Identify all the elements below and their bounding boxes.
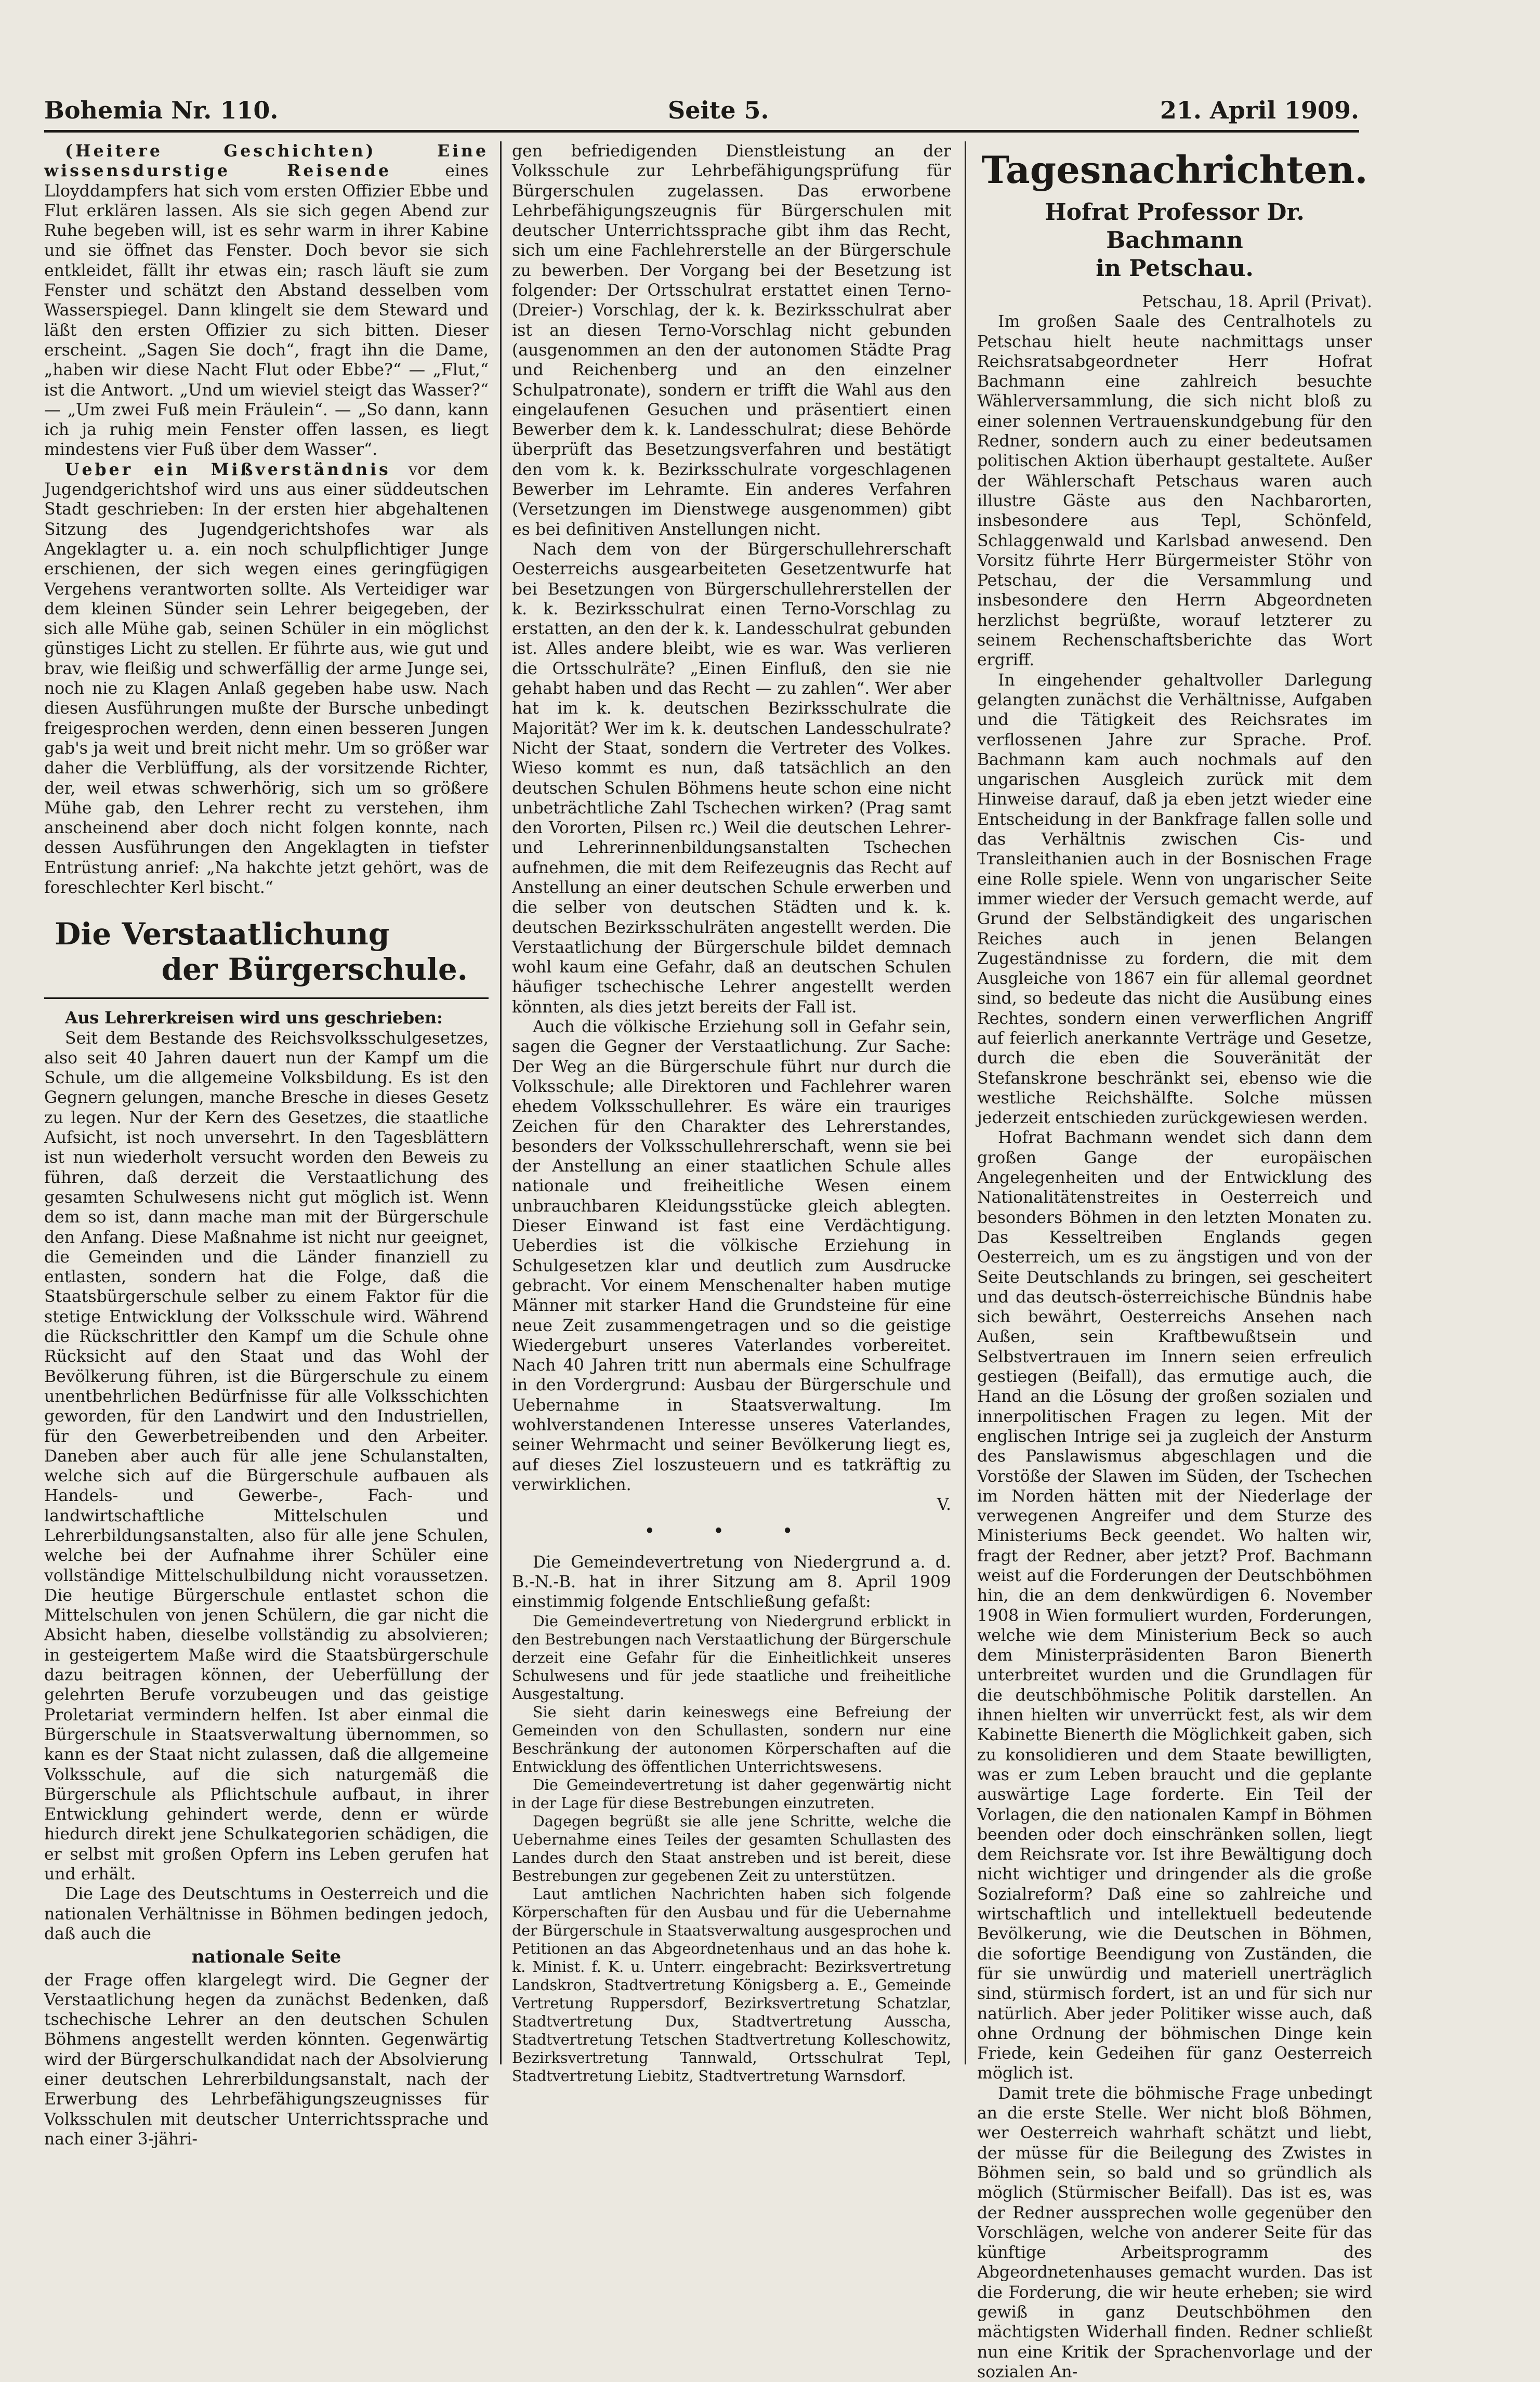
paragraph: gen befriedigenden Dienstleistung an der Volksschule zur Lehrbefähigungsprüfung für Bürgerschulen zugelassen. Das erworbene Lehrbefähigungszeugnis für Bürgerschulen mit deutscher Unterrichtssprache gibt ihm das Recht, sich um eine Fachlehrerstelle an der Bürgerschule zu bewerben. Der Vorgang bei der Besetzung ist folgender: Der Ortsschulrat erstattet einen Terno- (Dreier-) Vorschlag, der k. k. Bezirksschulrat aber ist an diesen Terno-Vorschlag nicht gebunden (ausgenommen an den der autonomen Städte Prag und Reichenberg und an den einzelner Schulpatronate), sondern er trifft die Wahl aus den eingelaufenen Gesuchen und präsentiert einen Bewerber dem k. k. Landesschulrat; diese Behörde überprüft das Besetzungsverfahren und bestätigt den vom k. k. Bezirksschulrate vorgeschlagenen Bewerber im Lehramte. Ein anderes Verfahren (Versetzungen im Dienstwege ausgenommen) gibt es bei definitiven Anstellungen nicht. [512,142,951,539]
author-signature: V. [937,1495,951,1515]
resolution-paragraph: Die Gemeindevertretung ist daher gegenwärtig nicht in der Lage für diese Bestrebungen einzutreten. [512,1776,951,1812]
paragraph: eines Lloyddampfers hat sich vom ersten Offizier Ebbe und Flut erklären lassen. Als sie sich gegen Abend zur Ruhe begeben will, ist es sehr warm in ihrer Kabine und sie öffnet das Fenster. Doch bevor sie sich entkleidet, fällt ihr etwas ein; rasch läuft sie zum Fenster und schätzt den Abstand desselben vom Wasserspiegel. Dann klingelt sie dem Steward und läßt den ersten Offizier zu sich bitten. Dieser erscheint. „Sagen Sie doch“, fragt ihn die Dame, „haben wir diese Nacht Flut oder Ebbe?“ — „Flut,“ ist die Antwort. „Und um wieviel steigt das Wasser?“ — „Um zwei Fuß mein Fräulein“. — „So dann, kann ich ja ruhig mein Fenster offen lassen, es liegt mindestens vier Fuß über dem Wasser“. [44,162,489,459]
article-headline [977,199,1372,283]
column-3 [977,141,1372,2381]
subheading: nationale Seite [191,1946,341,1968]
article-intro: Aus Lehrerkreisen wird uns geschrieben: [65,1008,443,1028]
column-rule [500,141,502,2064]
paragraph: Hofrat Bachmann wendet sich dann dem großen Gange der europäischen Angelegenheiten und der Entwicklung des Nationalitätenstreites in Oesterreich und besonders Böhmen in den letzten Monaten zu. Das Kesseltreiben Englands gegen Oesterreich, um es zu ängstigen und von der Seite Deutschlands zu bringen, sei gescheitert und das deutsch-österreichische Bündnis habe sich bewährt, Oesterreichs Ansehen nach Außen, sein Kraftbewußtsein und Selbstvertrauen im Innern seien erfreulich gestiegen (Beifall), das ermutige auch, die Hand an die Lösung der großen sozialen und innerpolitischen Fragen zu legen. Mit der englischen Intrige sei ja zugleich der Ansturm des Panslawismus abgeschlagen und die Vorstöße der Slawen im Süden, der Tschechen im Norden hätten mit der Niederlage der verwegenen Angreifer und dem Sturze des Ministeriums Beck geendet. Wo halten wir, fragt der Redner, aber jetzt? Prof. Bachmann weist auf die Forderungen der Deutschböhmen hin, die an dem denkwürdigen 6. November 1908 in Wien formuliert wurden, Forderungen, welche wie dem Ministerium Beck so auch dem Ministerpräsidenten Baron Bienerth unterbreitet wurden und die Grundlagen für die deutschböhmische Politik darstellen. An ihnen hielten wir unverrückt fest, als wir dem Kabinette Bienerth die Möglichkeit gaben, sich zu konsolidieren und dem Staate bewilligten, was er zum Leben braucht und die geplante auswärtige Lage forderte. Ein Teil der Vorlagen, die den nationalen Kampf in Böhmen beenden oder doch einschränken sollen, liegt dem Reichsrate vor. Ist ihre Bewältigung doch nicht wichtiger und dringender als die große Sozialreform? Daß eine so zahlreiche und wirtschaftlich und intellektuell bedeutende Bevölkerung, wie die Deutschen in Böhmen, die sofortige Beendigung von Zuständen, die für sie unwürdig und materiell unerträglich sind, stürmisch fordert, ist an und für sich nur natürlich. Aber jeder Politiker wisse auch, daß ohne Ordnung der böhmischen Dinge kein Friede, kein Gedeihen für ganz Oesterreich möglich ist. [977,1128,1372,2083]
resolution-paragraph: Sie sieht darin keineswegs eine Befreiung der Gemeinden von den Schullasten, sondern nur eine Beschränkung der autonomen Körperschaften auf die Entwicklung des öffentlichen Unterrichtswesens. [512,1703,951,1775]
paragraph: Im großen Saale des Centralhotels zu Petschau hielt heute nachmittags unser Reichsratsabgeordneter Herr Hofrat Bachmann eine zahlreich besuchte Wählerversammlung, die sich nicht bloß zu einer solennen Vertrauenskundgebung für den Redner, sondern auch zu einer bedeutsamen politischen Aktion überhaupt gestaltete. Außer der Wählerschaft Petschaus waren auch illustre Gäste aus den Nachbarorten, insbesondere aus Tepl, Schönfeld, Schlaggenwald und Karlsbad anwesend. Den Vorsitz führte Herr Bürgermeister Stöhr von Petschau, der die Versammlung und insbesondere den Herrn Abgeordneten herzlichst begrüßte, worauf letzterer zu seinem Rechenschaftsberichte das Wort ergriff. [977,312,1372,670]
separator-dots: • • • [644,1521,819,1543]
headline-line: in Petschau. [1096,255,1254,282]
masthead-issue: Bohemia Nr. 110. [44,96,279,124]
section-title-line: Die Verstaatlichung [55,916,390,952]
article-missverstaendnis [44,460,489,898]
dateline: Petschau, 18. April (Privat). [1142,293,1372,311]
section-title-tagesnachrichten: Tagesnachrichten. [981,148,1368,192]
article-heitere-geschichten [44,141,489,460]
paragraph: Seit dem Bestande des Reichsvolksschulgesetzes, also seit 40 Jahren dauert nun der Kampf um die Schule, um die allgemeine Volksbildung. Es ist den Gegnern gelungen, manche Bresche in dieses Gesetz zu legen. Nur der Kern des Gesetzes, die staatliche Aufsicht, ist noch unversehrt. In den Tagesblättern ist nun wiederholt versucht worden den Beweis zu führen, daß derzeit die Verstaatlichung des gesamten Schulwesens nicht gut möglich ist. Wenn dem so ist, dann mache man mit der Bürgerschule den Anfang. Diese Maßnahme ist nicht nur geeignet, die Gemeinden und die Länder finanziell zu entlasten, sondern hat die Folge, daß die Staatsbürgerschule selber zu einem Faktor für die stetige Entwicklung der Volksschule wird. Während die Rückschrittler den Kampf um die Schule ohne Rücksicht auf den Staat und das Wohl der Bevölkerung führen, ist die Bürgerschule zu einem unentbehrlichen Bedürfnisse für alle Volksschichten geworden, für den Landwirt und den Industriellen, für den Gewerbetreibenden und den Arbeiter. Daneben aber auch für alle jene Schulanstalten, welche sich auf die Bürgerschule aufbauen als Handels- und Gewerbe-, Fach- und landwirtschaftliche Mittelschulen und Lehrerbildungsanstalten, also für alle jene Schulen, welche bei der Aufnahme ihrer Schüler eine vollständige Mittelschulbildung nicht voraussetzen. Die heutige Bürgerschule entlastet schon die Mittelschulen von jenen Schülern, die gar nicht die Absicht haben, dieselbe vollständig zu absolvieren; in gesteigertem Maße wird die Staatsbürgerschule dazu beitragen können, der Ueberfüllung der gelehrten Berufe vorzubeugen und das geistige Proletariat vermindern helfen. Ist aber einmal die Bürgerschule in Staatsverwaltung übernommen, so kann es der Staat nicht zulassen, daß die allgemeine Volksschule, auf die sich naturgemäß die Bürgerschule als Pflichtschule aufbaut, in ihrer Entwicklung gehindert werde, denn er würde hiedurch direkt jene Schulkategorien schädigen, die er selbst mit großen Opfern ins Leben gerufen hat und erhält. [44,1029,489,1884]
column-2 [512,141,951,2085]
column-1 [44,141,489,2149]
issue-date: 21. April 1909. [1160,96,1359,124]
header-rule [44,130,1359,133]
section-rule [44,997,489,999]
paragraph: Auch die völkische Erziehung soll in Gefahr sein, sagen die Gegner der Verstaatlichung. Zur Sache: Der Weg an die Bürgerschule führt nur durch die Volksschule; alle Direktoren und Fachlehrer waren ehedem Volksschullehrer. Es wäre ein trauriges Zeichen für den Charakter des Lehrerstandes, besonders der Volksschullehrerschaft, wenn sie bei der Anstellung an einer staatlichen Schule alles nationale und freiheitliche Wesen einem unbrauchbaren Kleidungsstücke gleich ablegten. Dieser Einwand ist fast eine Verdächtigung. Ueberdies ist die völkische Erziehung in Schulgesetzen klar und deutlich zum Ausdrucke gebracht. Vor einem Menschenalter haben mutige Männer mit starker Hand die Grundsteine für eine neue Zeit zusammengetragen und so die geistige Wiedergeburt unseres Vaterlandes vorbereitet. Nach 40 Jahren tritt nun abermals eine Schulfrage in den Vordergrund: Ausbau der Bürgerschule und Uebernahme in Staatsverwaltung. Im wohlverstandenen Interesse unseres Vaterlandes, seiner Wehrmacht und seiner Bevölkerung liegt es, auf dieses Ziel loszusteuern und es tatkräftig zu verwirklichen. [512,1018,951,1494]
paragraph: vor dem Jugendgerichtshof wird uns aus einer süddeutschen Stadt geschrieben: In der ersten hier abgehaltenen Sitzung des Jugendgerichtshofes war als Angeklagter u. a. ein noch schulpflichtiger Junge erschienen, der sich wegen eines geringfügigen Vergehens verantworten sollte. Als Verteidiger war dem kleinen Sünder sein Lehrer beigegeben, der sich alle Mühe gab, seinen Schüler in ein möglichst günstiges Licht zu stellen. Er führte aus, wie gut und brav, wie fleißig und schwerfällig der arme Junge sei, noch nie zu Klagen Anlaß gegeben habe usw. Nach diesen Ausführungen mußte der Bursche unbedingt freigesprochen werden, denn einen besseren Jungen gab's ja weit und breit nicht mehr. Um so größer war daher die Verblüffung, als der vorsitzende Richter, der, weil etwas schwerhörig, sich um so größere Mühe gab, den Lehrer recht zu verstehen, ihm anscheinend aber doch nicht folgen konnte, nach dessen Ausführungen den Angeklagten in tiefster Entrüstung anrief: „Na hakchte jetzt gehört, was de foreschlechter Kerl bischt.“ [44,460,489,897]
headline-line: Hofrat Professor Dr. Bachmann [1045,199,1305,254]
article-lead: Ueber ein Mißverständnis [65,459,391,479]
paragraph: Nach dem von der Bürgerschullehrerschaft Oesterreichs ausgearbeiteten Gesetzentwurfe hat bei Besetzungen von Bürgerschullehrerstellen der k. k. Bezirksschulrat einen Terno-Vorschlag zu erstatten, an den der k. k. Landesschulrat gebunden ist. Alles andere bleibt, wie es war. Was verlieren die Ortsschulräte? „Einen Einfluß, den sie nie gehabt haben und das Recht — zu zahlen“. Wer aber hat im k. k. deutschen Bezirksschulrate die Majorität? Wer im k. k. deutschen Landesschulrate? Nicht der Staat, sondern die Vertreter des Volkes. Wieso kommt es nun, daß tatsächlich an den deutschen Schulen Böhmens heute schon eine nicht unbeträchtliche Zahl Tschechen wirken? (Prag samt den Vororten, Pilsen rc.) Weil die deutschen Lehrer- und Lehrerinnenbildungsanstalten Tschechen aufnehmen, die mit dem Reifezeugnis das Recht auf Anstellung an einer deutschen Schule erwerben und die selber von deutschen Städten und k. k. deutschen Bezirksschulräten angestellt werden. Die Verstaatlichung der Bürgerschule bildet demnach wohl kaum eine Gefahr, daß an deutschen Schulen häufiger tschechische Lehrer angestellt werden könnten, als dies jetzt bereits der Fall ist. [512,539,951,1017]
section-title-verstaatlichung [44,916,489,987]
paragraph: In eingehender gehaltvoller Darlegung gelangten zunächst die Verhältnisse, Aufgaben und die Tätigkeit des Reichsrates im verflossenen Jahre zur Sprache. Prof. Bachmann kam auch nochmals auf den ungarischen Ausgleich zurück mit dem Hinweise darauf, daß ja eben jetzt wieder eine Entscheidung in der Bankfrage fallen solle und das Verhältnis zwischen Cis- und Transleithanien auch in der Bosnischen Frage eine Rolle spiele. Wenn von ungarischer Seite immer wieder der Versuch gemacht werde, auf Grund der Selbständigkeit des ungarischen Reiches auch in jenen Belangen Zugeständnisse zu fordern, die mit dem Ausgleiche von 1867 ein für allemal geordnet sind, so bedeute das nicht die Ausübung eines Rechtes, sondern einen verwerflichen Angriff auf feierlich anerkannte Verträge und Gesetze, durch die eben die Souveränität der Stefanskrone beschränkt sei, ebenso wie die westliche Reichshälfte. Solche müssen jederzeit entschieden zurückgewiesen werden. [977,670,1372,1128]
resolution-paragraph: Die Gemeindevertretung von Niedergrund erblickt in den Bestrebungen nach Verstaatlichung der Bürgerschule derzeit eine Gefahr für die Einheitlichkeit unseres Schulwesens und für jede staatliche und freiheitliche Ausgestaltung. [512,1612,951,1703]
article-lead: (Heitere Geschichten) Eine wissensdurstige Reisende [44,141,489,181]
page-header [44,83,1359,135]
section-title-line: der Bürgerschule. [161,952,468,988]
paragraph: der Frage offen klargelegt wird. Die Gegner der Verstaatlichung hegen da zunächst Bedenken, daß tschechische Lehrer an den deutschen Schulen Böhmens angestellt werden könnten. Gegenwärtig wird der Bürgerschulkandidat nach der Absolvierung einer deutschen Lehrerbildungsanstalt, nach der Erwerbung des Lehrbefähigungszeugnisses für Volksschulen mit deutscher Unterrichtssprache und nach einer 3-jähri- [44,1970,489,2149]
paragraph: Die Lage des Deutschtums in Oesterreich und die nationalen Verhältnisse in Böhmen bedingen jedoch, daß auch die [44,1885,489,1943]
resolution-paragraph: Dagegen begrüßt sie alle jene Schritte, welche die Uebernahme eines Teiles der gesamten Schullasten des Landes durch den Staat anstreben und ist bereit, diese Bestrebungen zur gegebenen Zeit zu unterstützen. [512,1812,951,1885]
paragraph: Laut amtlichen Nachrichten haben sich folgende Körperschaften für den Ausbau und für die Uebernahme der Bürgerschule in Staatsverwaltung ausgesprochen und Petitionen an das Abgeordnetenhaus und an das hohe k. k. Minist. f. K. u. Unterr. eingebracht: Bezirksvertretung Landskron, Stadtvertretung Königsberg a. E., Gemeinde Vertretung Ruppersdorf, Bezirksvertretung Schatzlar, Stadtvertretung Dux, Stadtvertretung Ausscha, Stadtvertretung Tetschen Stadtvertretung Kolleschowitz, Bezirksvertretung Tannwald, Ortsschulrat Tepl, Stadtvertretung Liebitz, Stadtvertretung Warnsdorf. [512,1885,951,2085]
page-number: Seite 5. [668,96,769,124]
paragraph: Damit trete die böhmische Frage unbedingt an die erste Stelle. Wer nicht bloß Böhmen, wer Oesterreich wahrhaft schätzt und liebt, der müsse für die Beilegung des Zwistes in Böhmen sein, so bald und so gründlich als möglich (Stürmischer Beifall). Das ist es, was der Redner aussprechen wolle gegenüber den Vorschlägen, welche von anderer Seite für das künftige Arbeitsprogramm des Abgeordnetenhauses gemacht wurden. Das ist die Forderung, die wir heute erheben; sie wird gewiß in ganz Deutschböhmen den mächtigsten Widerhall finden. Redner schließt nun eine Kritik der Sprachenvorlage und der sozialen An- [977,2084,1372,2381]
column-rule [965,141,966,2064]
paragraph: Die Gemeindevertretung von Niedergrund a. d. B.-N.-B. hat in ihrer Sitzung am 8. April 1909 einstimmig folgende Entschließung gefaßt: [512,1552,951,1612]
